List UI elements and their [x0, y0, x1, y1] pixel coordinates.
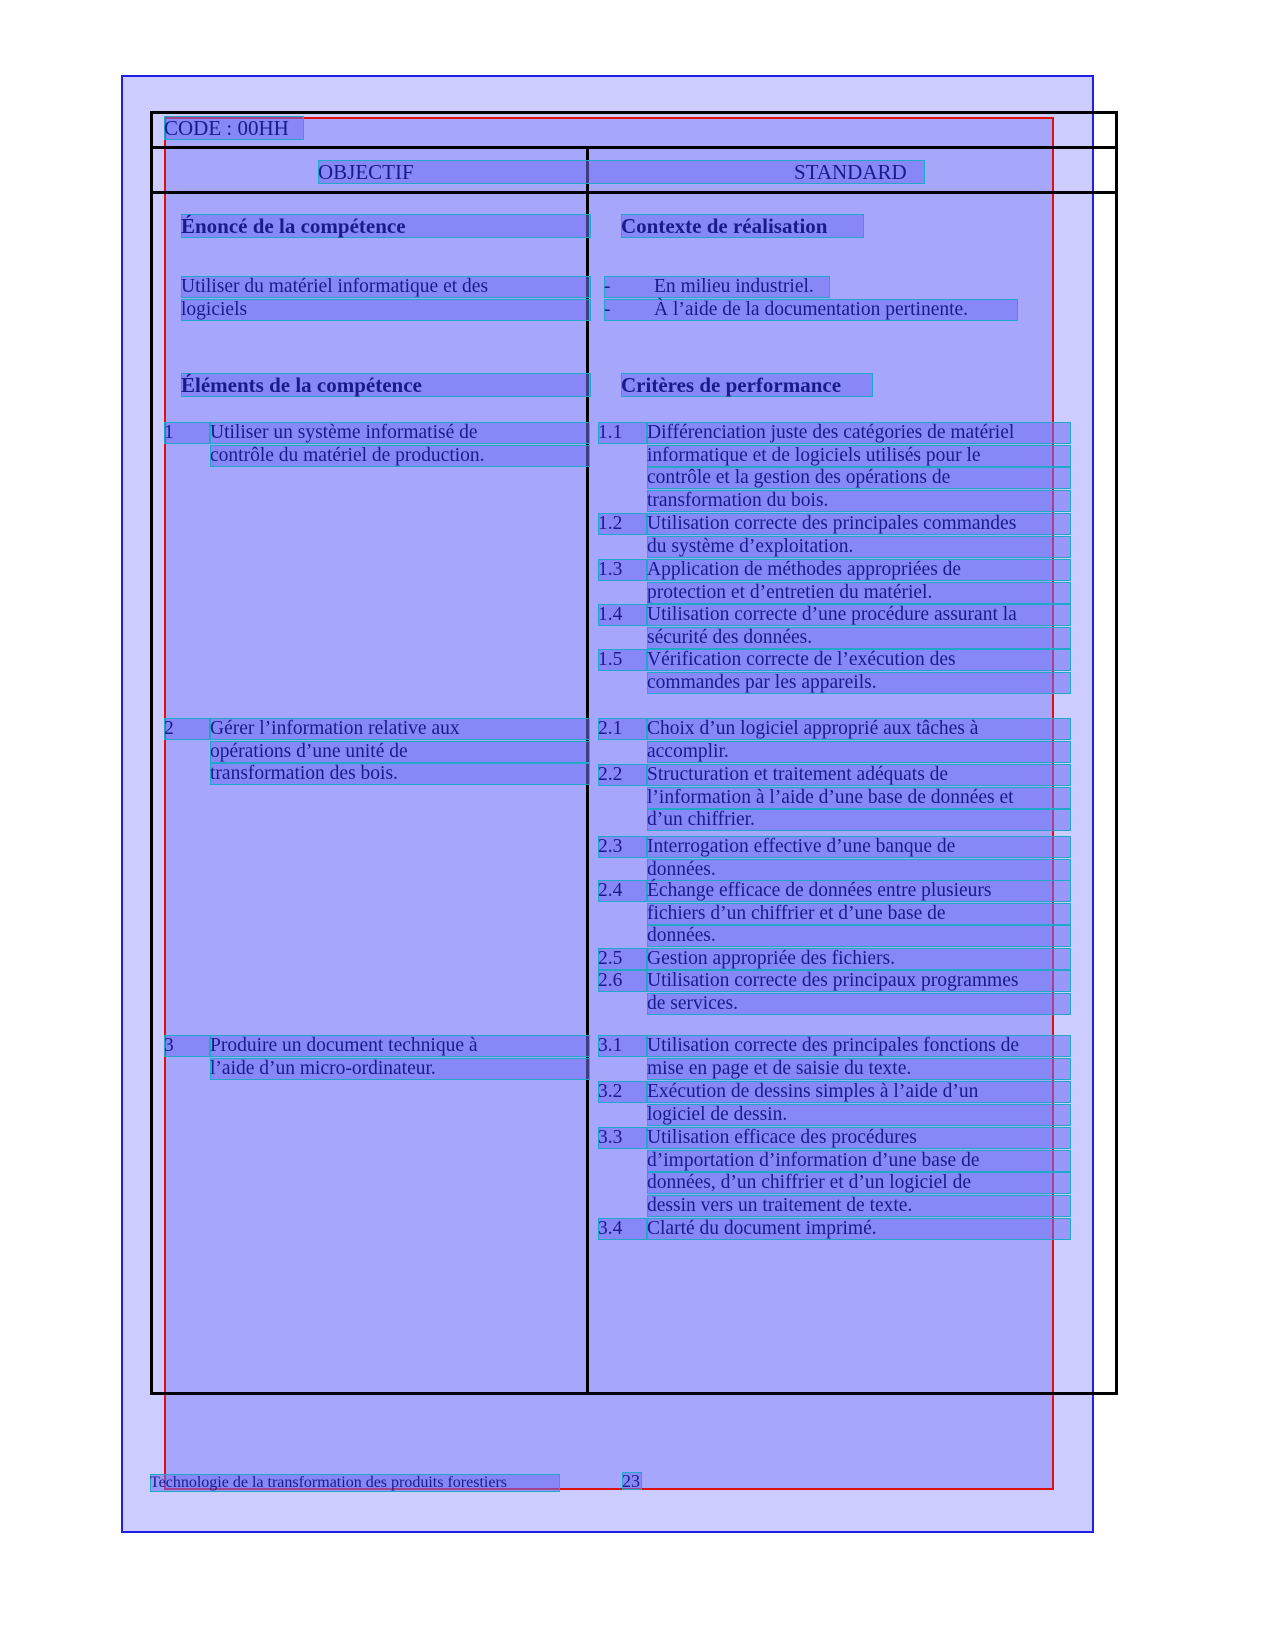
contexte-bullet: - [604, 276, 611, 297]
critere-number: 1.3 [598, 559, 647, 581]
contexte-item [604, 299, 1018, 321]
critere-text-line: Utilisation correcte des principales fonctions de [647, 1035, 1071, 1057]
critere-text-line: dessin vers un traitement de texte. [647, 1195, 1071, 1217]
critere-number: 1.1 [598, 422, 647, 444]
element-text-line: contrôle du matériel de production. [210, 445, 590, 467]
enonce-line: Utiliser du matériel informatique et des [181, 276, 591, 298]
element-number: 2 [164, 718, 210, 740]
enonce-title: Énoncé de la compétence [181, 214, 591, 238]
critere-text-line: Échange efficace de données entre plusieurs [647, 880, 1071, 902]
critere-number: 2.1 [598, 718, 647, 740]
critere-number: 2.3 [598, 836, 647, 858]
critere-number: 1.4 [598, 604, 647, 626]
critere-text-line: Utilisation efficace des procédures [647, 1127, 1071, 1149]
critere-text-line: l’information à l’aide d’une base de données et [647, 787, 1071, 809]
footer-title: Technologie de la transformation des produits forestiers [150, 1474, 560, 1492]
element-text-line: Utiliser un système informatisé de [210, 422, 590, 444]
critere-text-line: fichiers d’un chiffrier et d’une base de [647, 903, 1071, 925]
contexte-bullet: - [604, 299, 611, 320]
critere-number: 3.2 [598, 1081, 647, 1103]
code-label: CODE : 00HH [164, 116, 304, 140]
critere-text-line: Différenciation juste des catégories de matériel [647, 422, 1071, 444]
table-divider-top [150, 146, 1118, 149]
header-row [318, 160, 925, 184]
critere-text-line: du système d’exploitation. [647, 536, 1071, 558]
critere-text-line: Application de méthodes appropriées de [647, 559, 1071, 581]
critere-text-line: informatique et de logiciels utilisés pour le [647, 445, 1071, 467]
critere-text-line: Structuration et traitement adéquats de [647, 764, 1071, 786]
critere-number: 2.4 [598, 880, 647, 902]
critere-text-line: données. [647, 859, 1071, 881]
header-standard: STANDARD [794, 160, 907, 184]
table-divider-header [150, 191, 1118, 194]
critere-text-line: sécurité des données. [647, 627, 1071, 649]
element-text-line: l’aide d’un micro-ordinateur. [210, 1058, 590, 1080]
critere-text-line: Utilisation correcte des principales commandes [647, 513, 1071, 535]
critere-text-line: Clarté du document imprimé. [647, 1218, 1071, 1240]
critere-text-line: contrôle et la gestion des opérations de [647, 467, 1071, 489]
element-number: 3 [164, 1035, 210, 1057]
critere-number: 3.1 [598, 1035, 647, 1057]
contexte-text: À l’aide de la documentation pertinente. [654, 299, 969, 320]
critere-text-line: Interrogation effective d’une banque de [647, 836, 1071, 858]
element-text-line: transformation des bois. [210, 763, 590, 785]
critere-text-line: Vérification correcte de l’exécution des [647, 649, 1071, 671]
contexte-title: Contexte de réalisation [621, 214, 864, 238]
contexte-item [604, 276, 830, 298]
criteres-title: Critères de performance [621, 373, 873, 397]
critere-number: 3.4 [598, 1218, 647, 1240]
enonce-line: logiciels [181, 299, 591, 321]
critere-text-line: Utilisation correcte d’une procédure assurant la [647, 604, 1071, 626]
critere-text-line: données, d’un chiffrier et d’un logiciel de [647, 1172, 1071, 1194]
element-text-line: opérations d’une unité de [210, 741, 590, 763]
element-text-line: Gérer l’information relative aux [210, 718, 590, 740]
critere-text-line: commandes par les appareils. [647, 672, 1071, 694]
critere-text-line: Choix d’un logiciel approprié aux tâches à [647, 718, 1071, 740]
critere-number: 2.2 [598, 764, 647, 786]
critere-text-line: protection et d’entretien du matériel. [647, 582, 1071, 604]
critere-text-line: Gestion appropriée des fichiers. [647, 948, 1071, 970]
contexte-text: En milieu industriel. [654, 276, 814, 297]
critere-number: 1.2 [598, 513, 647, 535]
elements-title: Éléments de la compétence [181, 373, 591, 397]
critere-text-line: transformation du bois. [647, 490, 1071, 512]
critere-text-line: d’un chiffrier. [647, 809, 1071, 831]
header-objectif: OBJECTIF [318, 160, 414, 184]
critere-text-line: Exécution de dessins simples à l’aide d’un [647, 1081, 1071, 1103]
critere-text-line: mise en page et de saisie du texte. [647, 1058, 1071, 1080]
critere-number: 1.5 [598, 649, 647, 671]
critere-text-line: Utilisation correcte des principaux programmes [647, 970, 1071, 992]
critere-number: 2.5 [598, 948, 647, 970]
element-number: 1 [164, 422, 210, 444]
element-text-line: Produire un document technique à [210, 1035, 590, 1057]
critere-text-line: accomplir. [647, 741, 1071, 763]
footer-page-number: 23 [622, 1471, 640, 1491]
critere-text-line: de services. [647, 993, 1071, 1015]
critere-number: 2.6 [598, 970, 647, 992]
critere-number: 3.3 [598, 1127, 647, 1149]
critere-text-line: d’importation d’information d’une base de [647, 1150, 1071, 1172]
critere-text-line: logiciel de dessin. [647, 1104, 1071, 1126]
critere-text-line: données. [647, 925, 1071, 947]
